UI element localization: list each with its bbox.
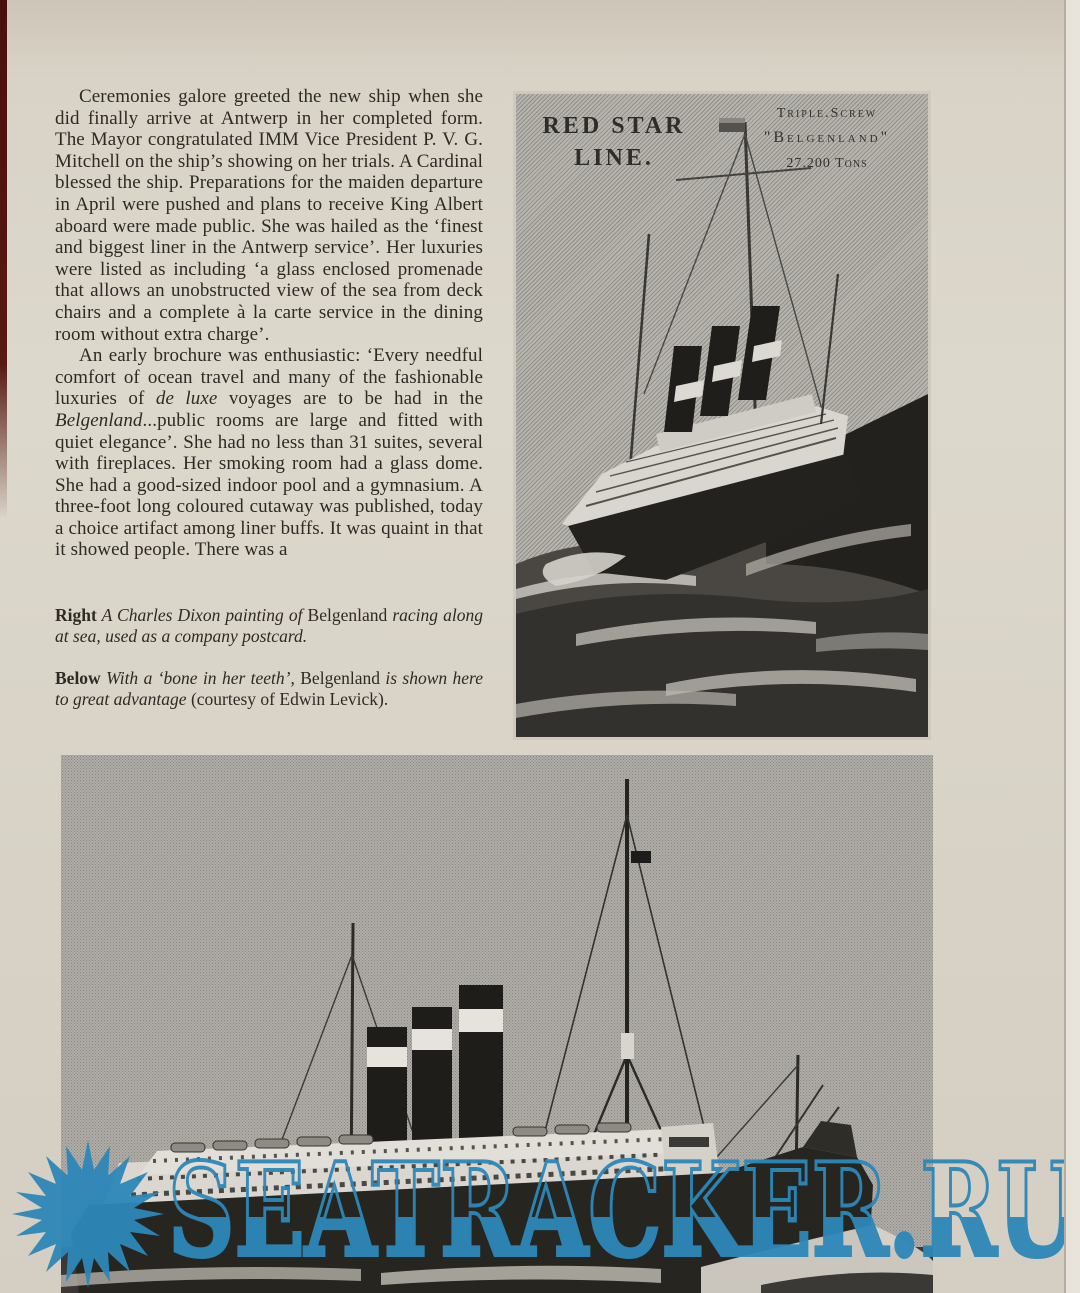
- ship-spec-label: [732, 106, 922, 172]
- spec-triple-screw: Triple.Screw: [776, 106, 878, 121]
- caption-below: Below With a ‘bone in her teeth’, Belgenland is shown here to great advantage (courtesy of Edwin Levick).: [55, 668, 483, 710]
- postcard-image: [516, 94, 928, 737]
- belgenland-photo: [61, 755, 933, 1293]
- spec-ship-name: "Belgenland": [763, 129, 891, 146]
- belgenland-photo-art: [61, 755, 933, 1293]
- caption-right: Right A Charles Dixon painting of Belgenland racing along at sea, used as a company postcard.: [55, 605, 483, 647]
- paragraph-ceremonies: Ceremonies galore greeted the new ship when she did finally arrive at Antwerp in her completed form. The Mayor congratulated IMM Vice President P. V. G. Mitchell on the ship’s showing on her trials. A Cardinal blessed the ship. Preparations for the maiden departure in April were pushed and plans to receive King Albert aboard were made public. She was hailed as the ‘finest and biggest liner in the Antwerp service’. Her luxuries were listed as including ‘a glass enclosed promenade that allows an unobstructed view of the sea from deck chairs and a complete à la carte service in the dining room without extra charge’.: [55, 86, 483, 345]
- belgenland-painting: [516, 94, 928, 737]
- article-text-column: [55, 86, 483, 710]
- brand-line-2: LINE.: [574, 145, 654, 171]
- paragraph-brochure: An early brochure was enthusiastic: ‘Every needful comfort of ocean travel and many of the fashionable luxuries of de luxe voyages are to be had in the Belgenland...public rooms are large and fitted with quiet elegance’. She had no less than 31 suites, several with fireplaces. Her smoking room had a glass dome. She had a good-sized indoor pool and a gymnasium. A three-foot long coloured cutaway was published, today a choice artifact among liner buffs. It was quaint in that it showed people. There was a: [55, 345, 483, 561]
- brand-line-1: RED STAR: [542, 113, 686, 139]
- spine-shadow: [0, 0, 7, 520]
- scan-edge: [1064, 0, 1080, 1293]
- red-star-line-label: [534, 110, 694, 174]
- spec-tonnage: 27.200 Tons: [786, 156, 868, 171]
